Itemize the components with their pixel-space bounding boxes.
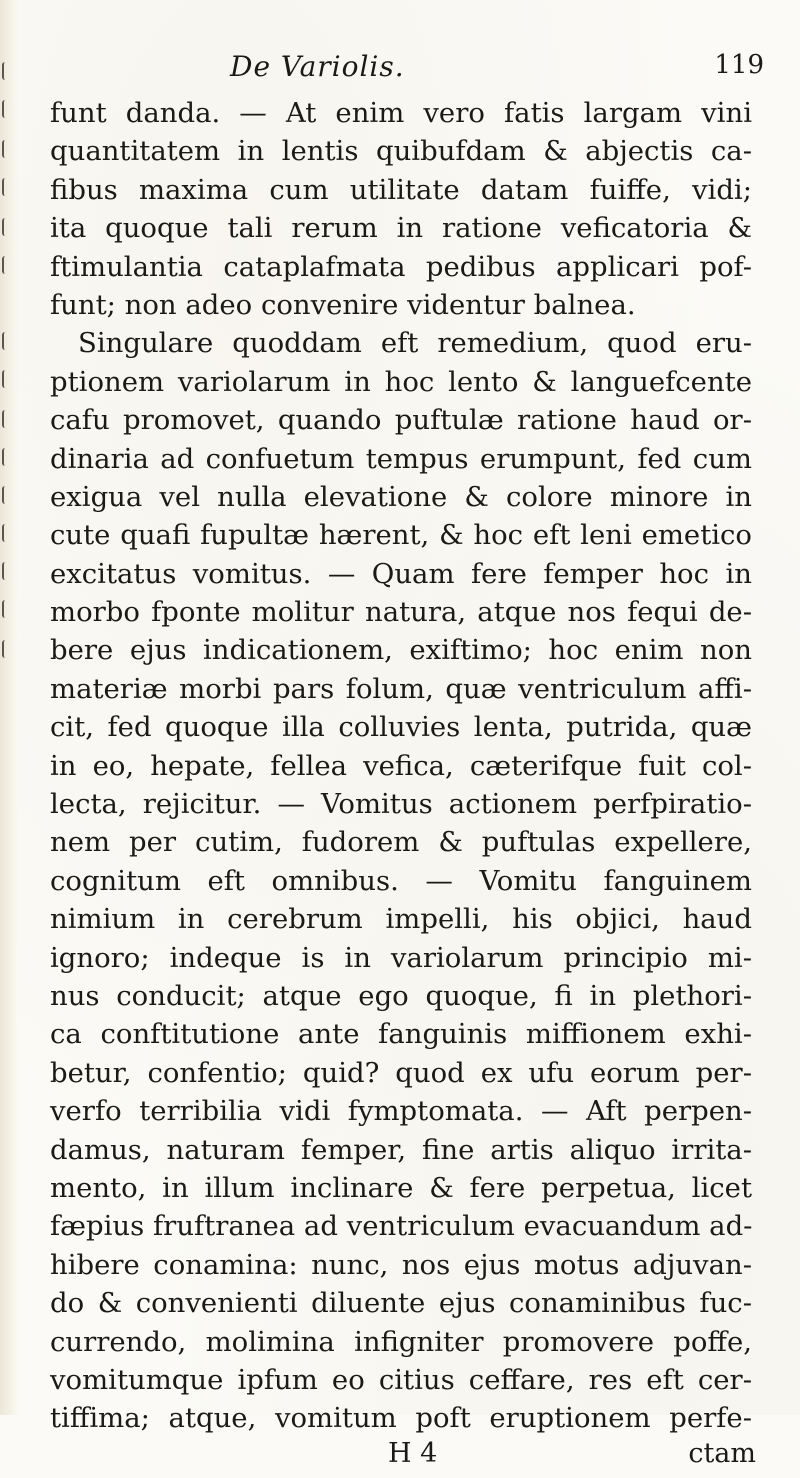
text-line: currendo, molimina infigniter promovere poffe, xyxy=(50,1325,752,1358)
text-line: morbo fponte molitur natura, atque nos fequi de- xyxy=(50,596,752,629)
page-number: 119 xyxy=(714,50,764,80)
text-line: vomitumque ipfum eo citius ceffare, res eft cer- xyxy=(50,1363,752,1396)
text-line: betur, confentio; quid? quod ex ufu eorum per- xyxy=(50,1056,752,1089)
text-line: do & convenienti diluente ejus conaminibus fuc- xyxy=(50,1287,752,1320)
text-line: verfo terribilia vidi fymptomata. — Aft perpen- xyxy=(50,1095,752,1128)
stitch-mark xyxy=(2,370,11,388)
text-line: nem per cutim, fudorem & puftulas expellere, xyxy=(50,826,752,859)
text-line: ca conftitutione ante fanguinis miffionem exhi- xyxy=(50,1018,752,1051)
stitch-mark xyxy=(2,640,11,658)
stitch-mark xyxy=(2,100,11,118)
book-page xyxy=(50,50,770,1478)
signature-mark: H 4 xyxy=(388,1437,438,1469)
text-line: ptionem variolarum in hoc lento & languefcente xyxy=(50,365,752,398)
stitch-mark xyxy=(2,332,11,350)
binding-stitch-marks xyxy=(0,0,14,1415)
page-footer xyxy=(50,1438,770,1478)
text-line: ita quoque tali rerum in ratione veficatoria & xyxy=(50,212,752,245)
text-line: exigua vel nulla elevatione & colore minore in xyxy=(50,480,752,513)
text-line: lecta, rejicitur. — Vomitus actionem perfpiratio- xyxy=(50,788,752,821)
stitch-mark xyxy=(2,524,11,542)
running-head: De Variolis. xyxy=(230,50,405,83)
stitch-mark xyxy=(2,62,11,80)
text-line: bere ejus indicationem, exiftimo; hoc enim non xyxy=(50,634,752,667)
text-line: materiæ morbi pars folum, quæ ventriculum affi- xyxy=(50,672,752,705)
text-line: cute quafi fupultæ hærent, & hoc eft leni emetico xyxy=(50,519,752,552)
text-line: tiffima; atque, vomitum poft eruptionem perfe- xyxy=(50,1402,752,1435)
text-line: hibere conamina: nunc, nos ejus motus adjuvan- xyxy=(50,1248,752,1281)
text-line: ignoro; indeque is in variolarum principio mi- xyxy=(50,941,752,974)
text-line: in eo, hepate, fellea vefica, cæterifque fuit col- xyxy=(50,749,752,782)
text-line: nus conducit; atque ego quoque, fi in plethori- xyxy=(50,979,752,1012)
stitch-mark xyxy=(2,410,11,428)
text-line: cognitum eft omnibus. — Vomitu fanguinem xyxy=(50,864,752,897)
text-line: funt danda. — At enim vero fatis largam vini xyxy=(50,97,752,129)
text-line: damus, naturam femper, fine artis aliquo irrita- xyxy=(50,1133,752,1166)
text-line: excitatus vomitus. — Quam fere femper hoc in xyxy=(50,557,752,590)
text-line: cit, fed quoque illa colluvies lenta, putrida, quæ xyxy=(50,711,752,744)
stitch-mark xyxy=(2,178,11,196)
stitch-mark xyxy=(2,448,11,466)
body-text xyxy=(50,94,752,1438)
stitch-mark xyxy=(2,562,11,580)
stitch-mark xyxy=(2,486,11,504)
stitch-mark xyxy=(2,140,11,158)
text-line: funt; non adeo convenire videntur balnea. xyxy=(50,288,636,321)
stitch-mark xyxy=(2,600,11,618)
stitch-mark xyxy=(2,218,11,236)
text-line: cafu promovet, quando puftulæ ratione haud or- xyxy=(50,404,752,437)
page-header xyxy=(50,50,770,90)
text-line: ftimulantia cataplafmata pedibus applicari pof- xyxy=(50,250,752,283)
text-line: fæpius fruftranea ad ventriculum evacuandum ad- xyxy=(50,1210,753,1243)
catchword: ctam xyxy=(688,1437,756,1469)
text-line: Singulare quoddam eft remedium, quod eru- xyxy=(78,327,752,360)
text-line: fibus maxima cum utilitate datam fuiffe, vidi; xyxy=(50,173,752,206)
text-line: nimium in cerebrum impelli, his objici, haud xyxy=(50,903,752,936)
text-line: dinaria ad confuetum tempus erumpunt, fed cum xyxy=(50,442,752,475)
text-line: quantitatem in lentis quibufdam & abjectis ca- xyxy=(50,135,752,168)
text-line: mento, in illum inclinare & fere perpetua, licet xyxy=(50,1171,752,1204)
stitch-mark xyxy=(2,256,11,274)
